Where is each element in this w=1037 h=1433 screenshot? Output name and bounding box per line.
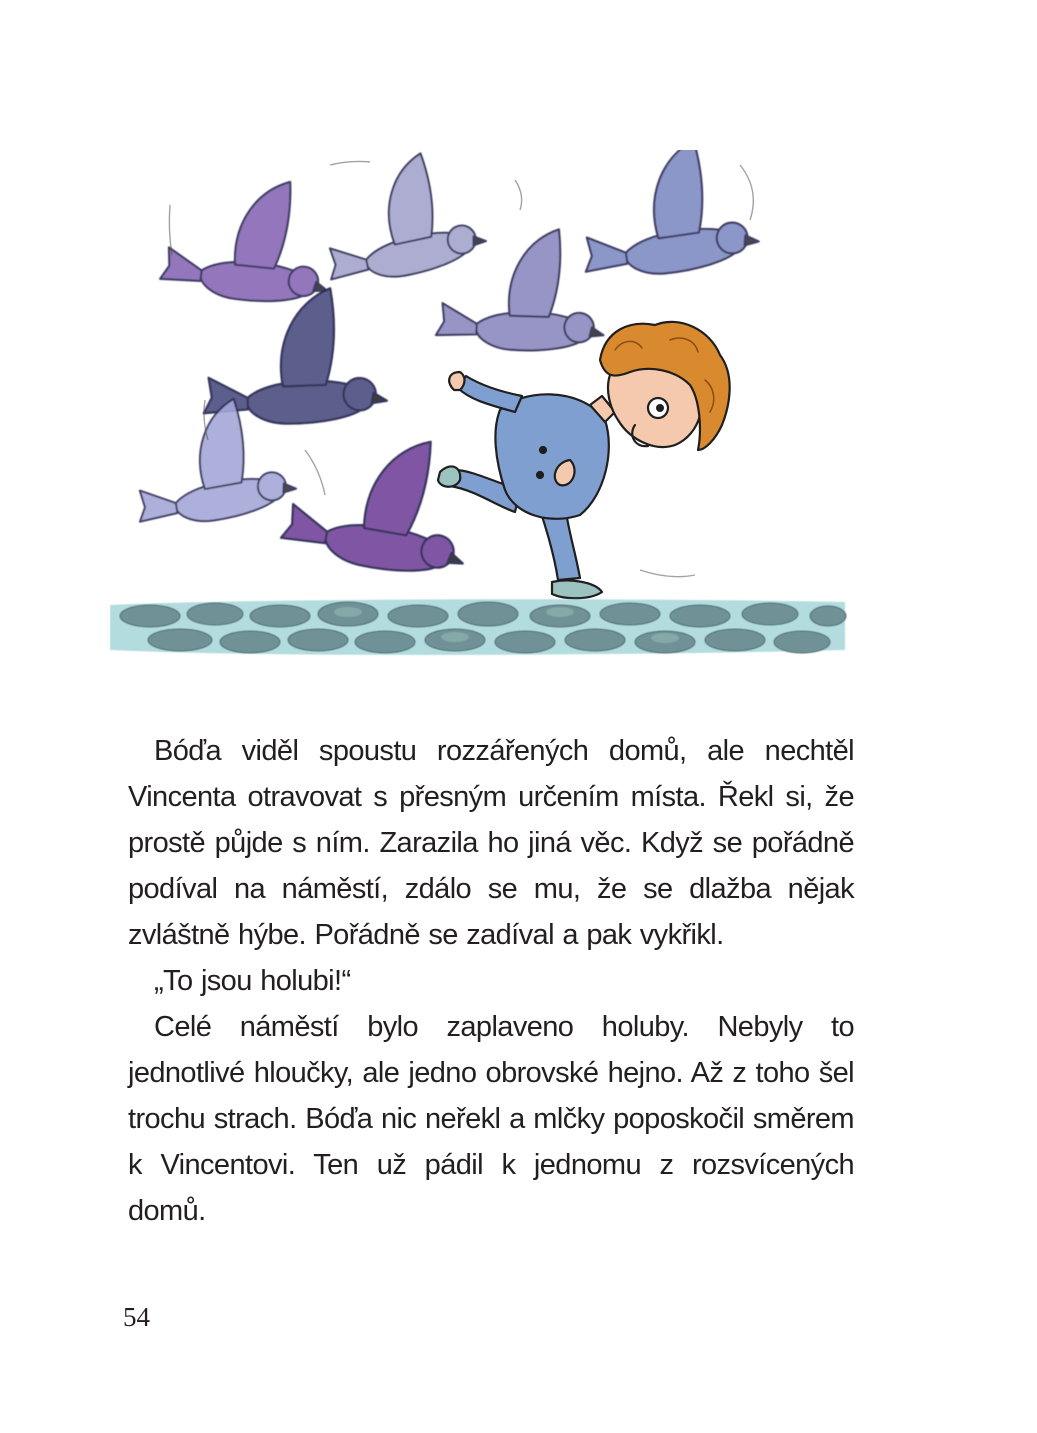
pigeons-and-child-illustration [110,150,850,670]
page-number: 54 [123,1302,150,1332]
story-text [128,728,854,1234]
paragraph: Bóďa viděl spoustu rozzářených domů, ale nechtěl Vincenta otravovat s přesným určením místa. Řekl si, že prostě půjde s ním. Zarazila ho jiná věc. Když se pořádně podíval na náměstí, zdálo se mu, že se dlažba nějak zvláštně hýbe. Pořádně se zadíval a pak vykřikl. [128,735,854,951]
paragraph-dialogue: „To jsou holubi!“ [154,965,351,997]
running-child [438,322,730,598]
cobblestone-pavement [110,599,846,655]
paragraph: Celé náměstí bylo zaplaveno holuby. Nebyly to jednotlivé hloučky, ale jedno obrovské hejno. Až z toho šel trochu strach. Bóďa nic neřekl a mlčky poposkočil směrem k Vincentovi. Ten už pádil k jednomu z rozsvícených domů. [128,1011,854,1227]
